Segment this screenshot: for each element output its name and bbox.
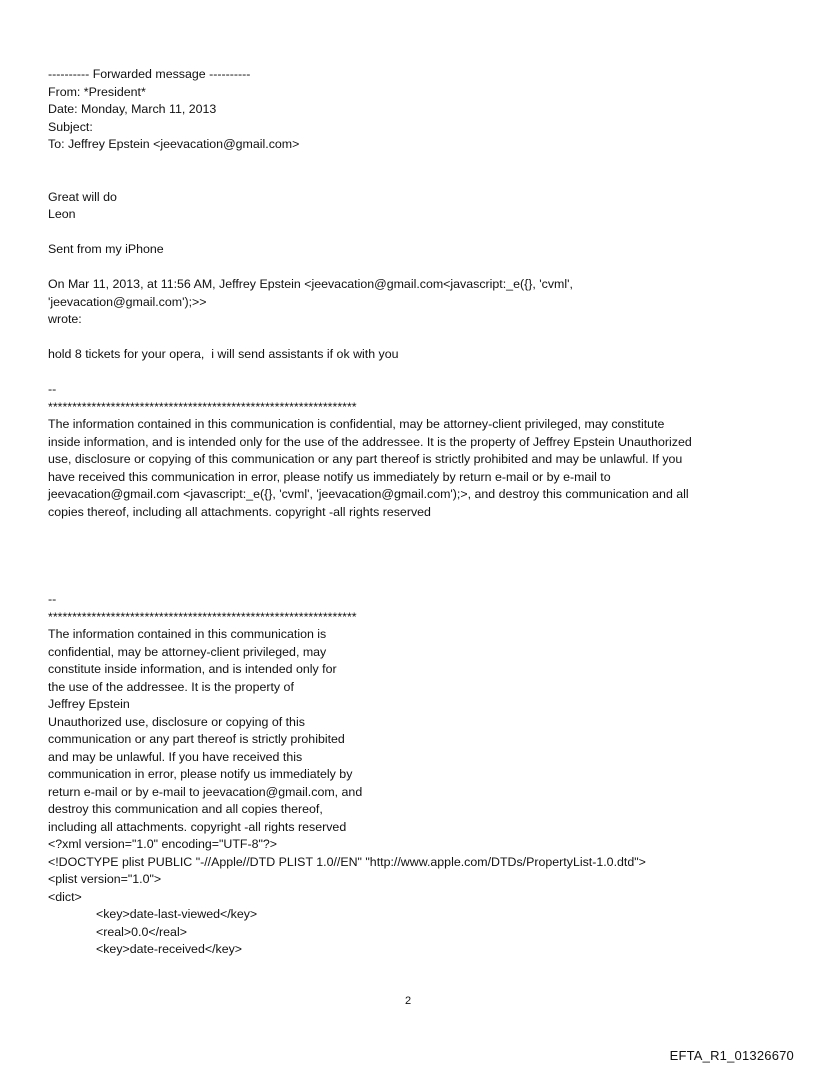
- disclaimer-line: copies thereof, including all attachments. copyright -all rights reserved: [48, 504, 431, 519]
- disclaimer-line: use, disclosure or copying of this communication or any part thereof is strictly prohibited and may be unlawful. If you: [48, 452, 683, 466]
- xml-dict-open: <dict>: [48, 889, 82, 904]
- xml-key-date-last-viewed: <key>date-last-viewed</key>: [96, 907, 258, 921]
- reply-text: Great will do: [48, 189, 117, 204]
- quoted-message: [48, 276, 778, 364]
- disclaimer-line: jeevacation@gmail.com <javascript:_e({}, 'cvml', 'jeevacation@gmail.com');>, and destroy this communication and all: [48, 487, 689, 501]
- disclaimer-line: Unauthorized use, disclosure or copying of this: [48, 714, 305, 729]
- disclaimer-line: The information contained in this communication is: [48, 627, 327, 641]
- xml-doctype: <!DOCTYPE plist PUBLIC "-//Apple//DTD PLIST 1.0//EN" "http://www.apple.com/DTDs/PropertyList-1.0.dtd">: [48, 854, 646, 869]
- disclaimer-line: the use of the addressee. It is the property of: [48, 679, 294, 694]
- disclaimer-line: inside information, and is intended only for the use of the addressee. It is the property of Jeffrey Epstein Unauthorized: [48, 434, 692, 449]
- date-line: Date: Monday, March 11, 2013: [48, 102, 217, 116]
- quote-attribution-2: 'jeevacation@gmail.com');>>: [48, 294, 207, 309]
- forwarded-separator: ---------- Forwarded message ----------: [48, 67, 251, 81]
- disclaimer-block-2: [48, 591, 778, 836]
- disclaimer-line: Jeffrey Epstein: [48, 697, 130, 711]
- asterisk-divider: ****************************************************************: [48, 399, 357, 414]
- disclaimer-line: return e-mail or by e-mail to jeevacation@gmail.com, and: [48, 784, 363, 799]
- quote-attribution-3: wrote:: [48, 312, 82, 326]
- disclaimer-line: and may be unlawful. If you have received this: [48, 749, 303, 764]
- xml-real-value: <real>0.0</real>: [96, 924, 187, 939]
- plist-xml: [48, 836, 778, 959]
- email-document: [48, 66, 778, 959]
- disclaimer-block-1: [48, 381, 778, 521]
- quoted-text: hold 8 tickets for your opera, i will send assistants if ok with you: [48, 347, 399, 361]
- from-line: From: *President*: [48, 84, 146, 99]
- forward-header: [48, 66, 778, 154]
- to-line: To: Jeffrey Epstein <jeevacation@gmail.com>: [48, 137, 300, 151]
- signature-dashes: --: [48, 382, 57, 396]
- quote-attribution-1: On Mar 11, 2013, at 11:56 AM, Jeffrey Epstein <jeevacation@gmail.com<javascript:_e({}, 'cvml',: [48, 277, 573, 291]
- disclaimer-line: communication or any part thereof is strictly prohibited: [48, 732, 345, 746]
- xml-plist-open: <plist version="1.0">: [48, 872, 162, 886]
- xml-key-date-received: <key>date-received</key>: [96, 942, 243, 956]
- disclaimer-line: confidential, may be attorney-client privileged, may: [48, 644, 327, 659]
- reply-sender-name: Leon: [48, 207, 76, 221]
- disclaimer-line: The information contained in this communication is confidential, may be attorney-client privileged, may constitute: [48, 417, 665, 431]
- bates-number: EFTA_R1_01326670: [669, 1048, 794, 1063]
- asterisk-divider: ****************************************************************: [48, 609, 357, 624]
- signature-dashes: --: [48, 592, 57, 606]
- page-number: 2: [404, 995, 412, 1007]
- disclaimer-line: destroy this communication and all copies thereof,: [48, 802, 323, 816]
- mobile-signature: Sent from my iPhone: [48, 242, 164, 256]
- xml-declaration: <?xml version="1.0" encoding="UTF-8"?>: [48, 837, 278, 851]
- disclaimer-line: constitute inside information, and is intended only for: [48, 662, 337, 676]
- subject-line: Subject:: [48, 119, 93, 134]
- disclaimer-line: communication in error, please notify us immediately by: [48, 767, 353, 781]
- disclaimer-line: have received this communication in error, please notify us immediately by return e-mail or by e-mail to: [48, 469, 611, 484]
- disclaimer-line: including all attachments. copyright -all rights reserved: [48, 819, 347, 834]
- reply-body: [48, 189, 778, 259]
